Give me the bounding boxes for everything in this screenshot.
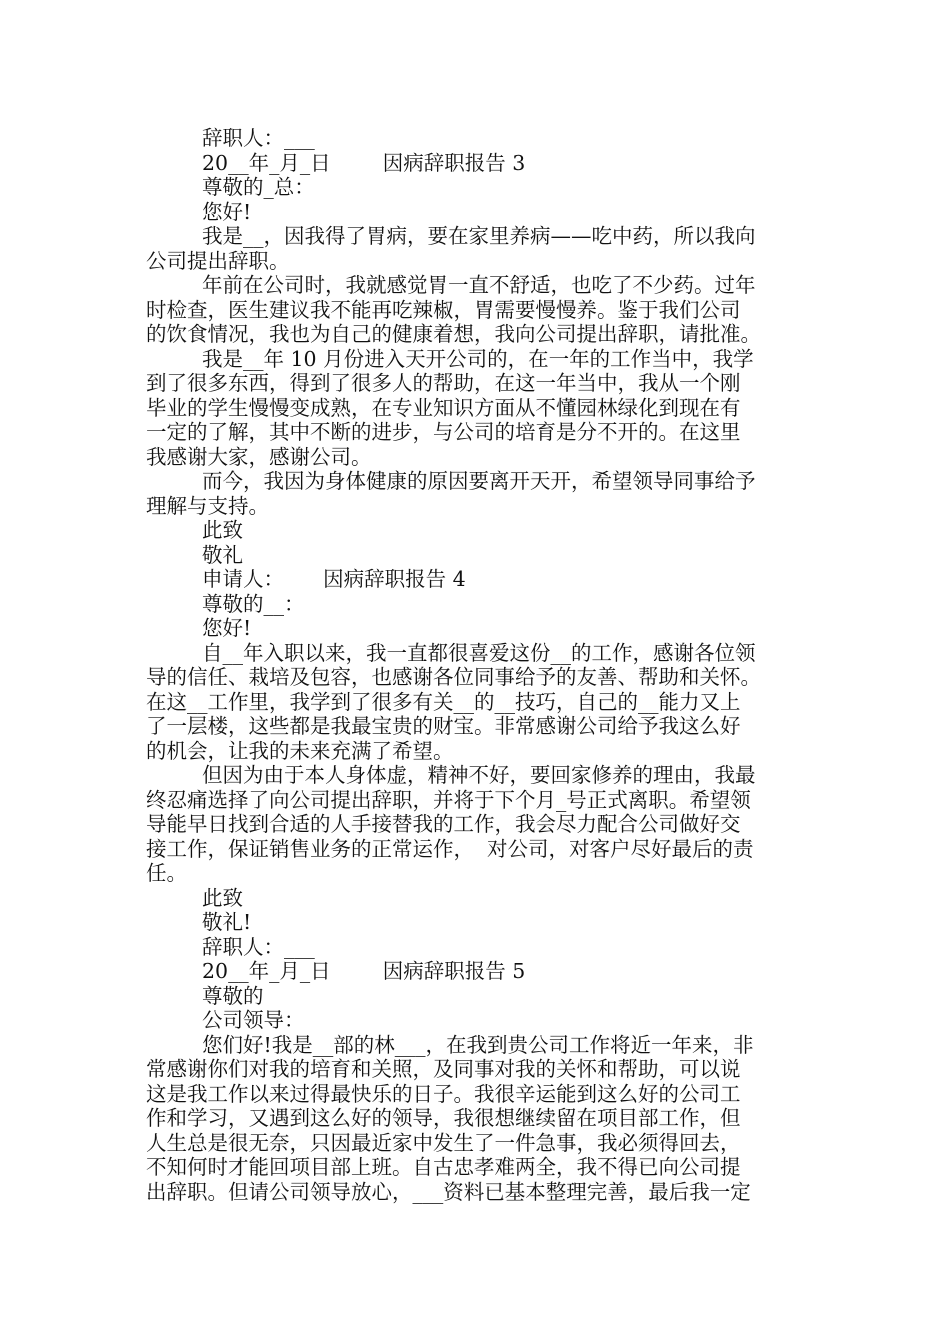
text-line: 辞职人：___ [202, 934, 315, 959]
text-line: 一定的了解，其中不断的进步，与公司的培育是分不开的。在这里 [146, 420, 741, 444]
text-line: 敬礼! [202, 910, 252, 934]
text-line: 不知何时才能回项目部上班。自古忠孝难两全，我不得已向公司提 [146, 1155, 741, 1179]
text-line: 20__年_月_日 因病辞职报告 5 [202, 959, 526, 983]
text-line: 出辞职。但请公司领导放心，___资料已基本整理完善，最后我一定 [146, 1179, 751, 1204]
text-line: 尊敬的 [202, 983, 264, 1008]
text-line: 的机会，让我的未来充满了希望。 [146, 738, 454, 763]
text-line: 作和学习，又遇到这么好的领导，我很想继续留在项目部工作，但 [146, 1106, 741, 1130]
text-line: 了一层楼，这些都是我最宝贵的财宝。非常感谢公司给予我这么好 [146, 714, 741, 738]
text-line: 公司领导： [202, 1008, 305, 1032]
text-line: 时检查，医生建议我不能再吃辣椒，胃需要慢慢养。鉴于我们公司 [146, 297, 741, 322]
text-line: 接工作，保证销售业务的正常运作， 对公司，对客户尽好最后的责 [146, 836, 754, 861]
text-line: 申请人： 因病辞职报告 4 [202, 567, 466, 591]
text-line: 尊敬的__： [202, 591, 305, 616]
text-line: 导能早日找到合适的人手接替我的工作，我会尽力配合公司做好交 [146, 812, 741, 836]
text-line: 这是我工作以来过得最快乐的日子。我很辛运能到这么好的公司工 [146, 1081, 741, 1106]
text-line: 人生总是很无奈，只因最近家中发生了一件急事，我必须得回去， [146, 1130, 741, 1155]
text-line: 毕业的学生慢慢变成熟，在专业知识方面从不懂园林绿化到现在有 [146, 395, 741, 420]
text-line: 理解与支持。 [146, 493, 269, 518]
text-line: 自__年入职以来，我一直都很喜爱这份__的工作，感谢各位领 [202, 640, 756, 665]
text-line: 您们好!我是__部的林___，在我到贵公司工作将近一年来，非 [202, 1032, 754, 1057]
text-line: 任。 [146, 861, 187, 885]
text-line: 此致 [202, 885, 243, 910]
document-body [146, 126, 806, 1204]
text-line: 到了很多东西，得到了很多人的帮助，在这一年当中，我从一个刚 [146, 371, 741, 395]
text-line: 在这__工作里，我学到了很多有关__的__技巧，自己的__能力又上 [146, 689, 741, 714]
text-line: 年前在公司时，我就感觉胃一直不舒适，也吃了不少药。过年 [202, 273, 756, 297]
text-line: 尊敬的_总： [202, 175, 315, 199]
text-line: 常感谢你们对我的培育和关照，及同事对我的关怀和帮助，可以说 [146, 1057, 741, 1081]
text-line: 公司提出辞职。 [146, 248, 290, 273]
text-line: 的饮食情况，我也为自己的健康着想，我向公司提出辞职，请批准。 [146, 322, 761, 346]
text-line: 我是__，因我得了胃病，要在家里养病——吃中药，所以我向 [202, 224, 756, 248]
text-line: 敬礼 [202, 542, 243, 567]
text-line: 终忍痛选择了向公司提出辞职，并将于下个月_号正式离职。希望领 [146, 787, 751, 812]
text-line: 我是__年 10 月份进入天开公司的，在一年的工作当中，我学 [202, 346, 754, 371]
text-line: 此致 [202, 518, 243, 542]
text-line: 而今，我因为身体健康的原因要离开天开，希望领导同事给予 [202, 469, 756, 493]
text-line: 导的信任、栽培及包容，也感谢各位同事给予的友善、帮助和关怀。 [146, 665, 761, 689]
text-line: 我感谢大家，感谢公司。 [146, 444, 372, 469]
text-line: 辞职人：___ [202, 126, 315, 150]
text-line: 20__年_月_日 因病辞职报告 3 [202, 150, 526, 175]
text-line: 但因为由于本人身体虚，精神不好，要回家修养的理由，我最 [202, 763, 756, 787]
text-line: 您好! [202, 616, 252, 640]
text-line: 您好! [202, 199, 252, 224]
